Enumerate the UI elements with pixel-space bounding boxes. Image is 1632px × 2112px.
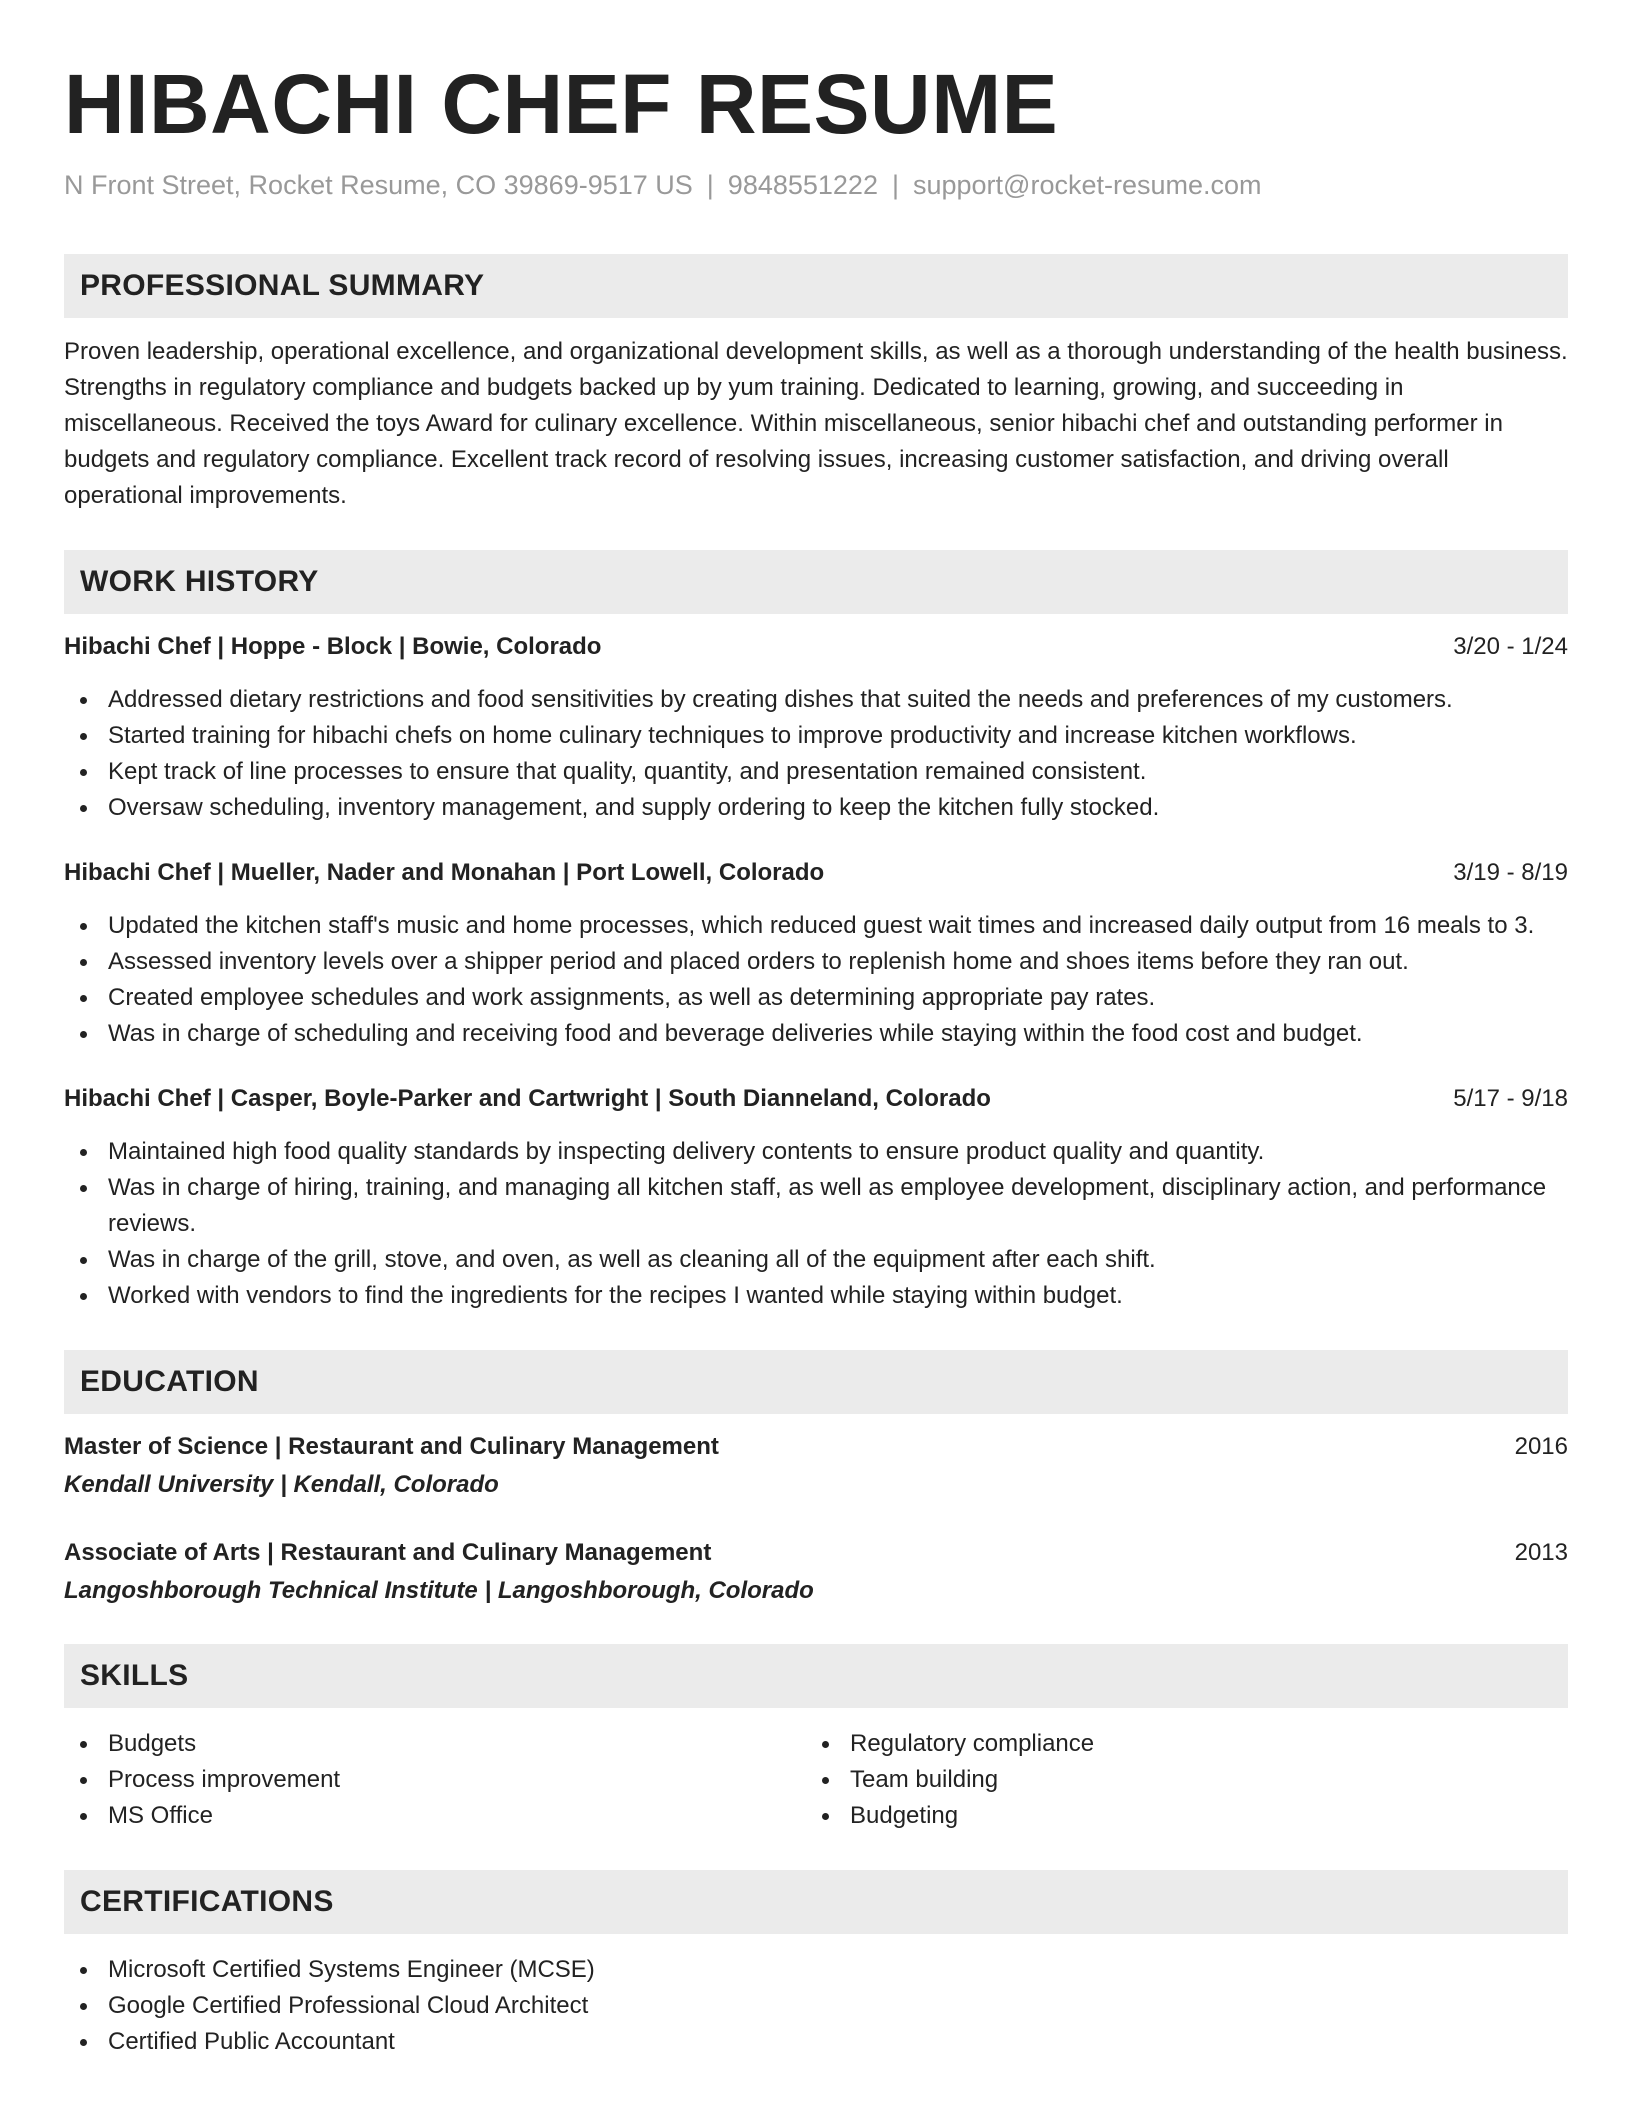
job-bullet: Addressed dietary restrictions and food sensitivities by creating dishes that suited the needs and preferences of my customers. [108, 682, 1568, 718]
contact-email: support@rocket-resume.com [912, 170, 1262, 200]
job-bullet: Worked with vendors to find the ingredients for the recipes I wanted while staying within budget. [108, 1278, 1568, 1314]
certification-item: Microsoft Certified Systems Engineer (MCSE) [108, 1952, 1568, 1988]
job-bullets [64, 682, 1568, 826]
skills-grid [64, 1726, 1568, 1834]
job-dates: 3/19 - 8/19 [1453, 859, 1568, 886]
contact-line [64, 168, 1568, 202]
contact-address: N Front Street, Rocket Resume, CO 39869-9517 US [64, 170, 693, 200]
certification-item: Google Certified Professional Cloud Architect [108, 1988, 1568, 2024]
contact-separator: | [891, 170, 899, 200]
education-header [64, 1536, 1568, 1570]
job-bullet: Assessed inventory levels over a shipper period and placed orders to replenish home and shoes items before they ran out. [108, 944, 1568, 980]
education-year: 2016 [1514, 1433, 1568, 1460]
contact-phone: 9848551222 [727, 170, 878, 200]
skills-column-left [64, 1726, 806, 1834]
section-header-education: EDUCATION [64, 1350, 1568, 1414]
job-bullet: Kept track of line processes to ensure that quality, quantity, and presentation remained consistent. [108, 754, 1568, 790]
skill-item: Budgeting [850, 1798, 1548, 1834]
education-degree: Associate of Arts | Restaurant and Culinary Management [64, 1539, 712, 1566]
job-bullet: Maintained high food quality standards by inspecting delivery contents to ensure product quality and quantity. [108, 1134, 1568, 1170]
job-bullet: Was in charge of scheduling and receiving food and beverage deliveries while staying within the food cost and budget. [108, 1016, 1568, 1052]
job-title: Hibachi Chef | Casper, Boyle-Parker and Cartwright | South Dianneland, Colorado [64, 1085, 991, 1112]
education-degree: Master of Science | Restaurant and Culinary Management [64, 1433, 719, 1460]
job-title: Hibachi Chef | Mueller, Nader and Monahan | Port Lowell, Colorado [64, 859, 825, 886]
job-bullets [64, 908, 1568, 1052]
certification-item: Certified Public Accountant [108, 2024, 1568, 2060]
education-year: 2013 [1514, 1539, 1568, 1566]
summary-text: Proven leadership, operational excellence, and organizational development skills, as well as a thorough understanding of the health business. Strengths in regulatory compliance and budgets backed up by yum training. Dedicated to learning, growing, and succeeding in miscellaneous. Received the toys Award for culinary excellence. Within miscellaneous, senior hibachi chef and outstanding performer in budgets and regulatory compliance. Excellent track record of resolving issues, increasing customer satisfaction, and driving overall operational improvements. [64, 338, 1568, 509]
education-school: Langoshborough Technical Institute | Langoshborough, Colorado [64, 1577, 814, 1604]
skill-item: Regulatory compliance [850, 1726, 1548, 1762]
section-header-skills: SKILLS [64, 1644, 1568, 1708]
skill-item: Process improvement [108, 1762, 806, 1798]
section-header-work-history: WORK HISTORY [64, 550, 1568, 614]
job-header [64, 856, 1568, 890]
job-dates: 5/17 - 9/18 [1453, 1085, 1568, 1112]
job-bullet: Was in charge of the grill, stove, and oven, as well as cleaning all of the equipment after each shift. [108, 1242, 1568, 1278]
job-dates: 3/20 - 1/24 [1453, 633, 1568, 660]
job-entry [64, 630, 1568, 826]
section-header-certifications: CERTIFICATIONS [64, 1870, 1568, 1934]
skill-item: MS Office [108, 1798, 806, 1834]
education-school: Kendall University | Kendall, Colorado [64, 1471, 499, 1498]
skill-item: Budgets [108, 1726, 806, 1762]
job-entry [64, 856, 1568, 1052]
skill-item: Team building [850, 1762, 1548, 1798]
contact-separator: | [706, 170, 714, 200]
job-bullet: Started training for hibachi chefs on home culinary techniques to improve productivity and increase kitchen workflows. [108, 718, 1568, 754]
job-header [64, 1082, 1568, 1116]
job-header [64, 630, 1568, 664]
job-entry [64, 1082, 1568, 1314]
resume-title: HIBACHI CHEF RESUME [64, 57, 1059, 151]
job-bullet: Was in charge of hiring, training, and managing all kitchen staff, as well as employee development, disciplinary action, and performance reviews. [108, 1170, 1568, 1242]
education-entry [64, 1430, 1568, 1502]
job-bullet: Created employee schedules and work assignments, as well as determining appropriate pay rates. [108, 980, 1568, 1016]
job-bullet: Oversaw scheduling, inventory management, and supply ordering to keep the kitchen fully stocked. [108, 790, 1568, 826]
section-header-summary: PROFESSIONAL SUMMARY [64, 254, 1568, 318]
job-title: Hibachi Chef | Hoppe - Block | Bowie, Colorado [64, 633, 602, 660]
skills-column-right [806, 1726, 1548, 1834]
job-bullet: Updated the kitchen staff's music and home processes, which reduced guest wait times and increased daily output from 16 meals to 3. [108, 908, 1568, 944]
education-header [64, 1430, 1568, 1464]
certifications-list [64, 1952, 1568, 2060]
job-bullets [64, 1134, 1568, 1314]
education-entry [64, 1536, 1568, 1608]
